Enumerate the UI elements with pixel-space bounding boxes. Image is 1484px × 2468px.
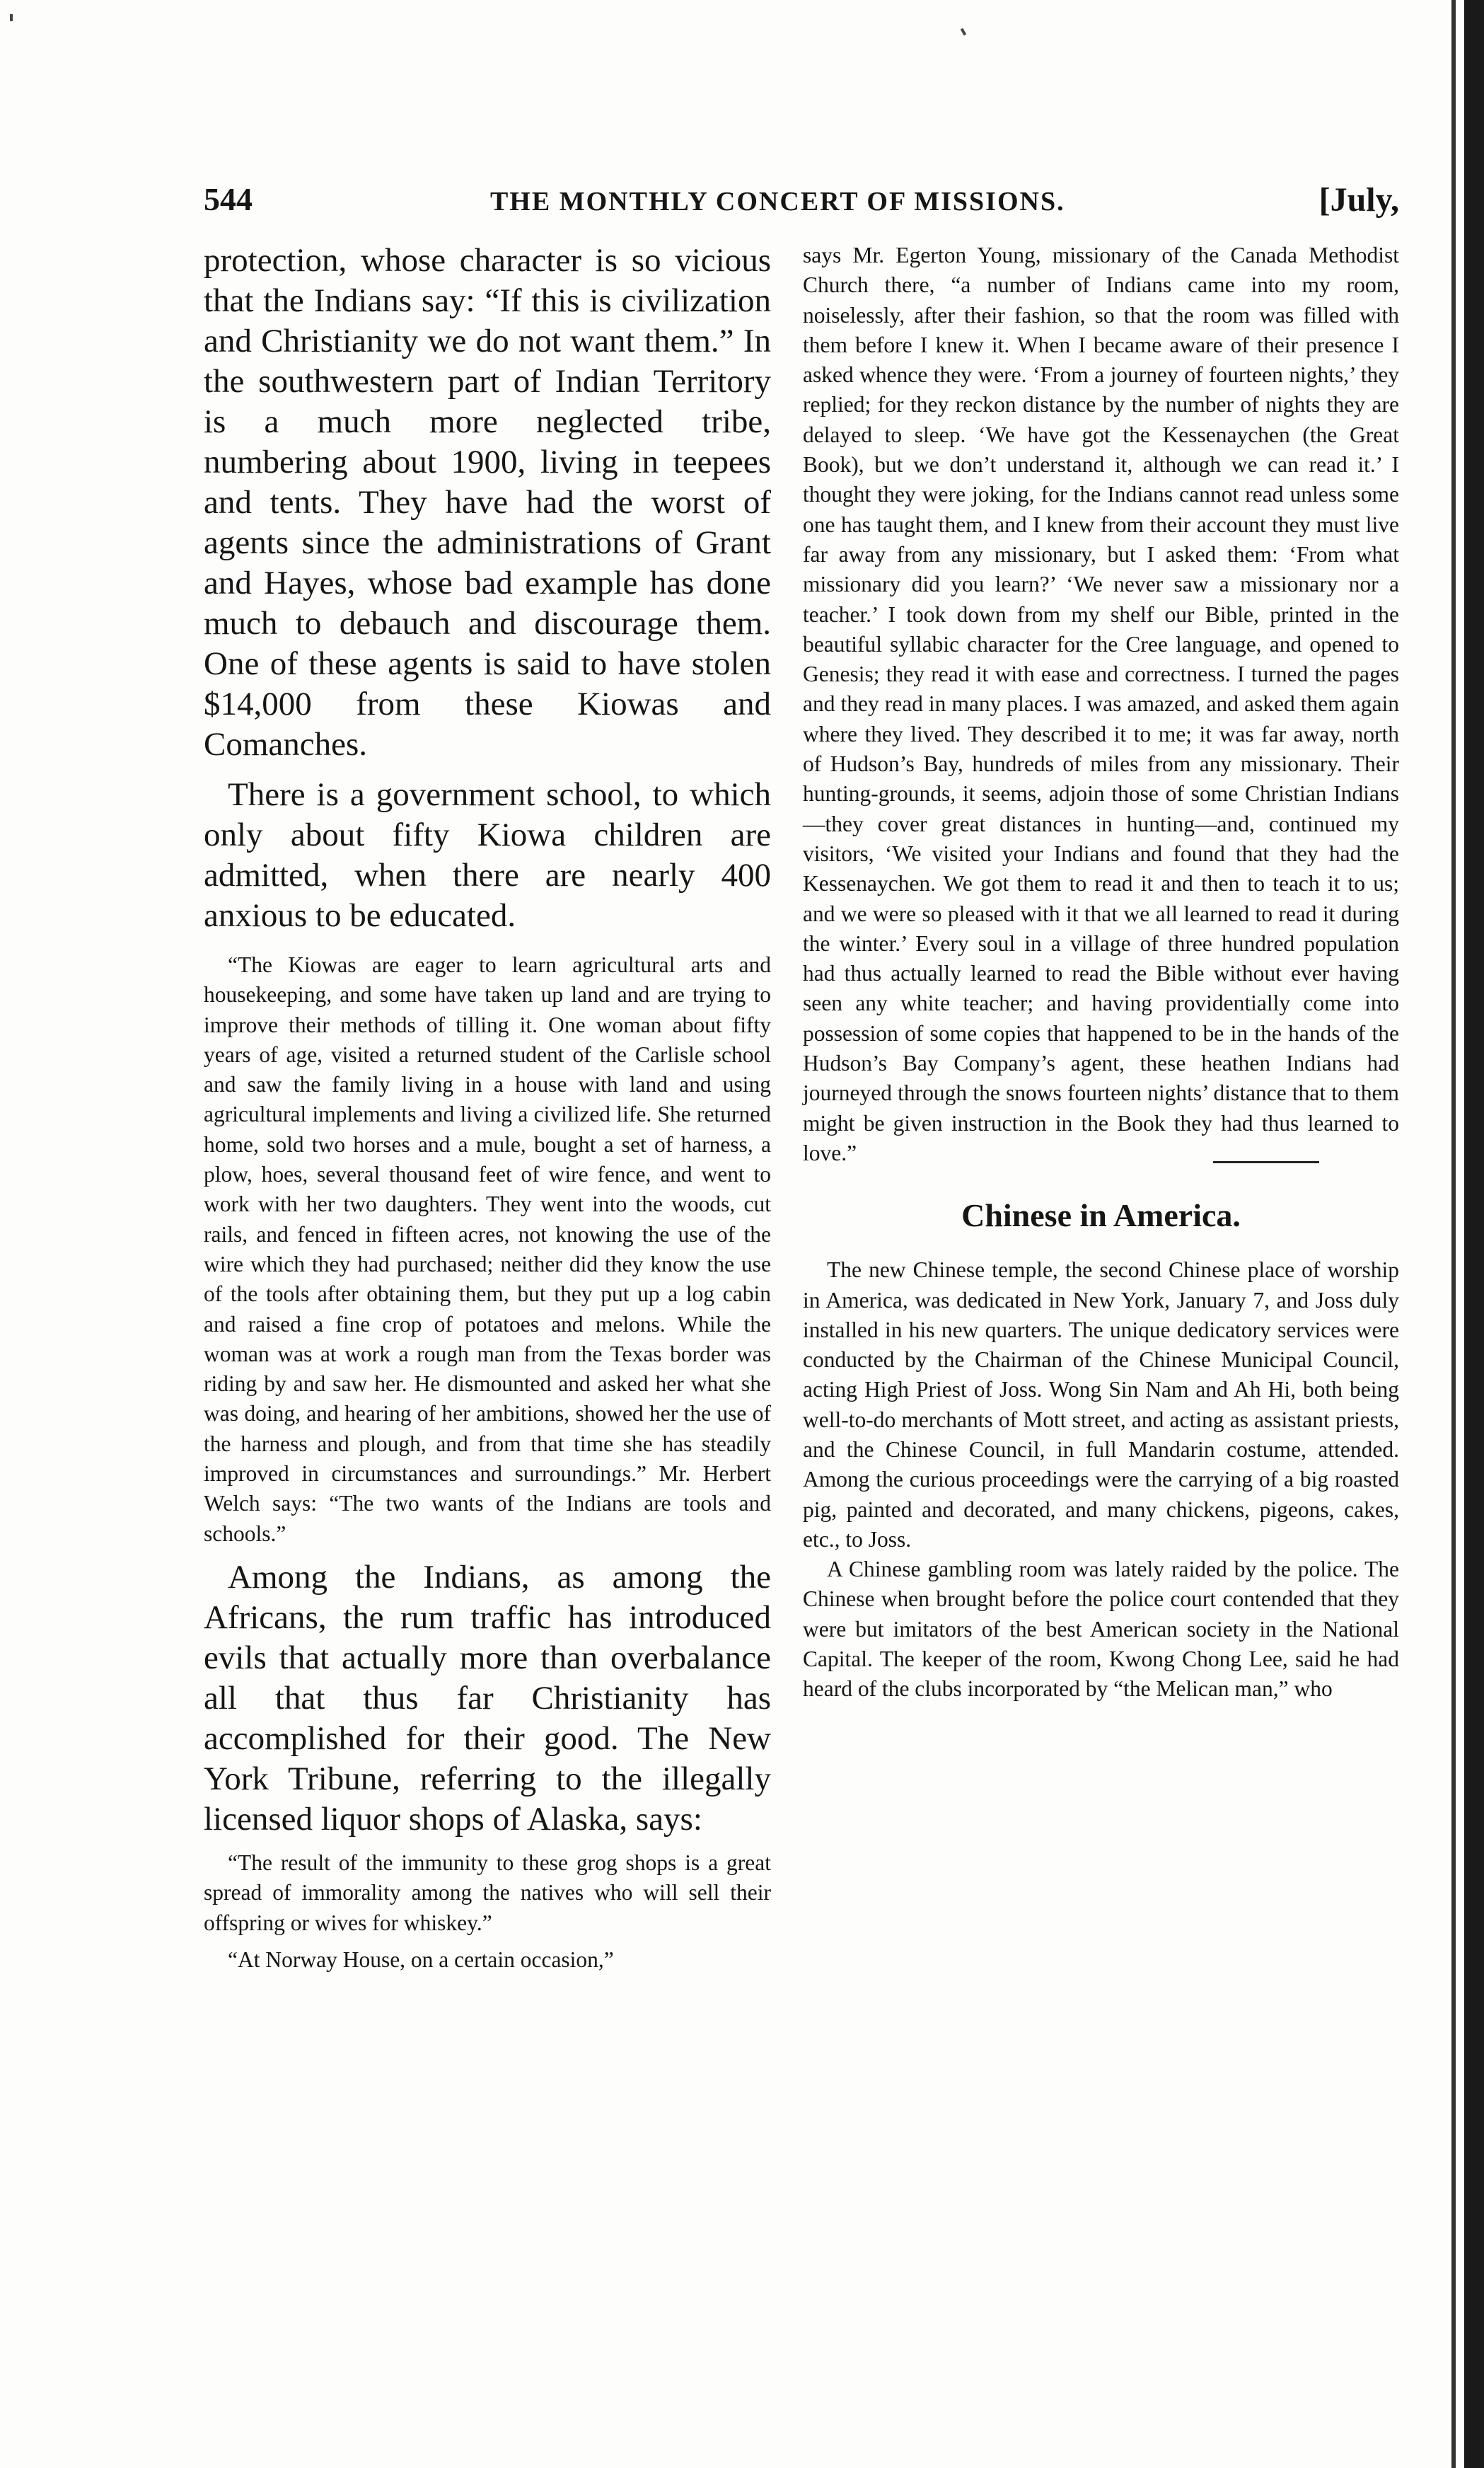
paragraph: A Chinese gambling room was lately raided by the police. The Chinese when brought before the police court contended that they were but imitators of the best American society in the National Capital. The keeper of the room, Kwong Chong Lee, said he had heard of the clubs incorporated by “the Melican man,” who	[803, 1557, 1399, 1702]
scan-edge-bar	[1464, 0, 1484, 2468]
paragraph: protection, whose character is so vicious that the Indians say: “If this is civilization and Christianity we do not want them.” In the southwestern part of Indian Territory is a much more neglected tribe, numbering about 1900, living in teepees and tents. They have had the worst of agents since the administrations of Grant and Hayes, whose bad example has done much to debauch and discourage them. One of these agents is said to have stolen $14,000 from these Kiowas and Comanches.	[204, 242, 771, 763]
page-number: 544	[204, 181, 253, 217]
running-title: THE MONTHLY CONCERT OF MISSIONS.	[490, 187, 1065, 217]
issue-date: [July,	[1318, 181, 1399, 219]
scan-speck	[961, 28, 966, 36]
paragraph: Among the Indians, as among the Africans, the rum traffic has introduced evils that actually more than overbalance all that thus far Christianity has accomplished for their good. The New York Tribune, referring to the illegally licensed liquor shops of Alaska, says:	[204, 1558, 771, 1838]
section-heading: Chinese in America.	[961, 1197, 1241, 1234]
paragraph: There is a government school, to which only about fifty Kiowa children are admitted, when there are nearly 400 anxious to be educated.	[204, 776, 771, 934]
quoted-paragraph: “The result of the immunity to these grog shops is a great spread of immorality among the natives who will sell their offspring or wives for whiskey.”	[204, 1850, 771, 1935]
quoted-paragraph: “At Norway House, on a certain occasion,”	[228, 1947, 614, 1972]
scan-speck	[10, 14, 13, 21]
quoted-paragraph: “The Kiowas are eager to learn agricultural arts and housekeeping, and some have taken up land and are trying to improve their methods of tilling it. One woman about fifty years of age, visited a returned student of the Carlisle school and saw the family living in a house with land and using agricultural implements and living a civilized life. She returned home, sold two horses and a mule, bought a set of harness, a plow, hoes, several thousand feet of wire fence, and went to work with her two daughters. They went into the woods, cut rails, and fenced in fifteen acres, not knowing the use of the wire which they had purchased; neither did they know the use of the tools after obtaining them, but they put up a log cabin and raised a fine crop of potatoes and melons. While the woman was at work a rough man from the Texas border was riding by and saw her. He dismounted and asked her what she was doing, and hearing of her ambitions, showed her the use of the harness and plough, and from that time she has steadily improved in circumstances and surroundings.” Mr. Herbert Welch says: “The two wants of the Indians are tools and schools.”	[204, 952, 771, 1546]
right-column	[803, 241, 1399, 1705]
paragraph: The new Chinese temple, the second Chinese place of worship in America, was dedicated in New York, January 7, and Joss duly installed in his new quarters. The unique dedicatory services were conducted by the Chairman of the Chinese Municipal Council, acting High Priest of Joss. Wong Sin Nam and Ah Hi, both being well-to-do merchants of Mott street, and acting as assistant priests, and the Chinese Council, in full Mandarin costume, attended. Among the curious proceedings were the carrying of a big roasted pig, painted and decorated, and many chickens, pigeons, cakes, etc., to Joss.	[803, 1257, 1399, 1552]
quoted-paragraph: says Mr. Egerton Young, missionary of the Canada Methodist Church there, “a number of Indians came into my room, noiselessly, after their fashion, so that the room was filled with them before I knew it. When I became aware of their presence I asked whence they were. ‘From a journey of fourteen nights,’ they replied; for they reckon distance by the number of nights they are delayed to sleep. ‘We have got the Kessenaychen (the Great Book), but we don’t understand it, although we can read it.’ I thought they were joking, for the Indians cannot read unless some one has taught them, and I knew from their account they must live far away from any missionary, but I asked them: ‘From what missionary did you learn?’ ‘We never saw a missionary nor a teacher.’ I took down from my shelf our Bible, printed in the beautiful syllabic character for the Cree language, and opened to Genesis; they read it with ease and correctness. I turned the pages and they read in many places. I was amazed, and asked them again where they lived. They described it to me; it was far away, north of Hudson’s Bay, hundreds of miles from any missionary. Their hunting-grounds, it seems, adjoin those of some Christian Indians—they cover great distances in hunting—and, continued my visitors, ‘We visited your Indians and found that they had the Kessenaychen. We got them to read it and then to teach it to us; and we were so pleased with it that we all learned to read it during the winter.’ Every soul in a village of three hundred population had thus actually learned to read the Bible without ever having seen any white teacher; and having providentially come into possession of some copies that happened to be in the hands of the Hudson’s Bay Company’s agent, these heathen Indians had journeyed through the snows fourteen nights’ distance that to them might be given instruction in the Book they had thus learned to love.”	[803, 243, 1399, 1165]
running-header	[204, 180, 1399, 230]
left-column	[204, 241, 771, 1975]
scan-edge-line	[1451, 0, 1456, 2468]
section-rule	[1213, 1161, 1319, 1163]
